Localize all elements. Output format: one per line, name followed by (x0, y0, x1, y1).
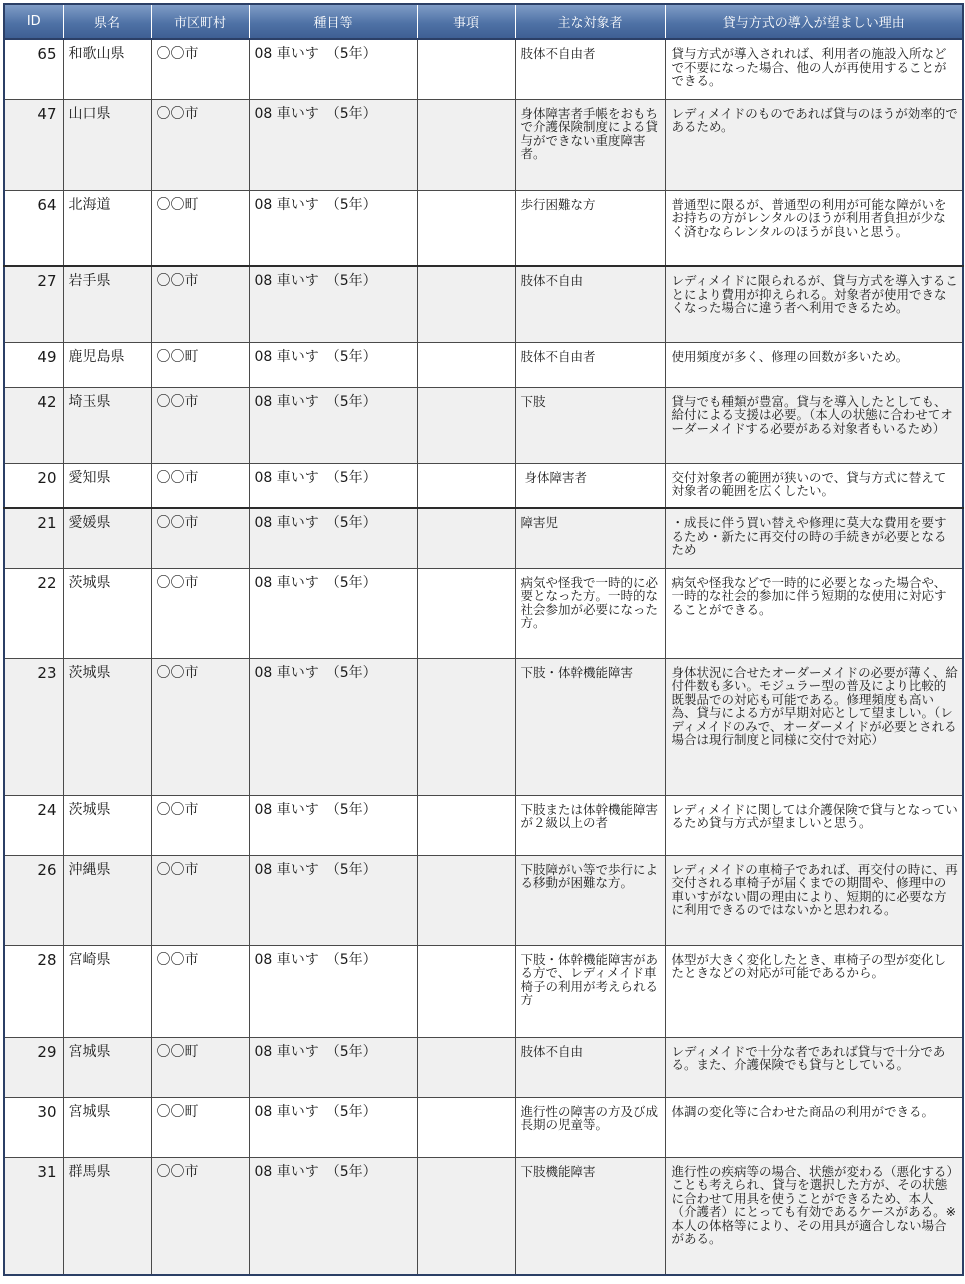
cell-id: 29 (4, 1037, 63, 1097)
cell-id: 42 (4, 387, 63, 463)
cell-id: 64 (4, 190, 63, 266)
cell-matter (417, 1097, 515, 1157)
cell-reason: レディメイドに限られるが、貸与方式を導入することにより費用が抑えられる。対象者が使用できなくなった場合に違う者へ利用できるため。 (665, 266, 963, 342)
cell-prefecture: 埼玉県 (63, 387, 151, 463)
cell-reason: 身体状況に合せたオーダーメイドの必要が薄く、給付件数も多い。モジュラー型の普及により比較的既製品での対応も可能である。修理頻度も高い為、貸与による方が早期対応として望ましい。（レディメイドのみで、オーダーメイドが必要とされる場合は現行制度と同様に交付で対応） (665, 658, 963, 795)
header-matter[interactable]: 事項 (417, 4, 515, 39)
cell-matter (417, 568, 515, 658)
table-row (4, 795, 963, 855)
cell-reason: 体型が大きく変化したとき、車椅子の型が変化したときなどの対応が可能であるから。 (665, 945, 963, 1037)
cell-municipality: 〇〇市 (151, 39, 249, 99)
cell-target: 下肢 (515, 387, 665, 463)
table-row (4, 1097, 963, 1157)
table-row (4, 266, 963, 342)
cell-id: 23 (4, 658, 63, 795)
cell-matter (417, 190, 515, 266)
cell-id: 31 (4, 1157, 63, 1275)
cell-id: 28 (4, 945, 63, 1037)
cell-item: 08 車いす （5年） (249, 463, 417, 508)
cell-prefecture: 宮城県 (63, 1097, 151, 1157)
cell-prefecture: 群馬県 (63, 1157, 151, 1275)
cell-prefecture: 沖縄県 (63, 855, 151, 945)
table-row (4, 1037, 963, 1097)
cell-item: 08 車いす （5年） (249, 945, 417, 1037)
cell-matter (417, 463, 515, 508)
cell-item: 08 車いす （5年） (249, 387, 417, 463)
header-prefecture[interactable]: 県名 (63, 4, 151, 39)
cell-municipality: 〇〇市 (151, 266, 249, 342)
cell-target: 下肢障がい等で歩行による移動が困難な方。 (515, 855, 665, 945)
cell-prefecture: 山口県 (63, 99, 151, 190)
cell-municipality: 〇〇市 (151, 463, 249, 508)
cell-item: 08 車いす （5年） (249, 508, 417, 568)
table-container (3, 3, 962, 1276)
table-row (4, 658, 963, 795)
cell-prefecture: 岩手県 (63, 266, 151, 342)
cell-prefecture: 愛知県 (63, 463, 151, 508)
cell-item: 08 車いす （5年） (249, 1037, 417, 1097)
cell-prefecture: 宮城県 (63, 1037, 151, 1097)
cell-reason: 交付対象者の範囲が狭いので、貸与方式に替えて対象者の範囲を広くしたい。 (665, 463, 963, 508)
table-row (4, 342, 963, 387)
cell-matter (417, 795, 515, 855)
cell-id: 65 (4, 39, 63, 99)
cell-reason: 貸与方式が導入されれば、利用者の施設入所などで不要になった場合、他の人が再使用することができる。 (665, 39, 963, 99)
cell-municipality: 〇〇町 (151, 1097, 249, 1157)
header-target[interactable]: 主な対象者 (515, 4, 665, 39)
cell-id: 26 (4, 855, 63, 945)
cell-item: 08 車いす （5年） (249, 795, 417, 855)
cell-municipality: 〇〇町 (151, 190, 249, 266)
cell-target: 下肢機能障害 (515, 1157, 665, 1275)
cell-target: 身体障害者 (515, 463, 665, 508)
cell-matter (417, 945, 515, 1037)
cell-municipality: 〇〇町 (151, 342, 249, 387)
cell-id: 22 (4, 568, 63, 658)
cell-target: 下肢または体幹機能障害が２級以上の者 (515, 795, 665, 855)
table-row (4, 387, 963, 463)
cell-reason: 貸与でも種類が豊富。貸与を導入したとしても、給付による支援は必要。（本人の状態に合わせてオーダーメイドする必要がある対象者もいるため） (665, 387, 963, 463)
cell-id: 49 (4, 342, 63, 387)
cell-target: 病気や怪我で一時的に必要となった方。一時的な社会参加が必要になった方。 (515, 568, 665, 658)
cell-id: 30 (4, 1097, 63, 1157)
header-reason[interactable]: 貸与方式の導入が望ましい理由 (665, 4, 963, 39)
table-row (4, 39, 963, 99)
cell-prefecture: 北海道 (63, 190, 151, 266)
cell-matter (417, 855, 515, 945)
cell-item: 08 車いす （5年） (249, 658, 417, 795)
table-row (4, 508, 963, 568)
cell-reason: レディメイドで十分な者であれば貸与で十分である。また、介護保険でも貸与としている。 (665, 1037, 963, 1097)
table-row (4, 945, 963, 1037)
cell-target: 歩行困難な方 (515, 190, 665, 266)
cell-target: 下肢・体幹機能障害がある方で、レディメイド車椅子の利用が考えられる方 (515, 945, 665, 1037)
cell-target: 肢体不自由 (515, 1037, 665, 1097)
cell-reason: レディメイドのものであれば貸与のほうが効率的であるため。 (665, 99, 963, 190)
cell-prefecture: 茨城県 (63, 658, 151, 795)
cell-item: 08 車いす （5年） (249, 266, 417, 342)
cell-municipality: 〇〇市 (151, 658, 249, 795)
cell-municipality: 〇〇市 (151, 387, 249, 463)
cell-prefecture: 宮崎県 (63, 945, 151, 1037)
cell-municipality: 〇〇市 (151, 508, 249, 568)
cell-municipality: 〇〇市 (151, 568, 249, 658)
cell-reason: 普通型に限るが、普通型の利用が可能な障がいをお持ちの方がレンタルのほうが利用者負担が少なく済むならレンタルのほうが良いと思う。 (665, 190, 963, 266)
cell-prefecture: 愛媛県 (63, 508, 151, 568)
header-item[interactable]: 種目等 (249, 4, 417, 39)
table-row (4, 190, 963, 266)
table-row (4, 855, 963, 945)
cell-reason: 体調の変化等に合わせた商品の利用ができる。 (665, 1097, 963, 1157)
cell-matter (417, 658, 515, 795)
cell-matter (417, 39, 515, 99)
cell-item: 08 車いす （5年） (249, 1157, 417, 1275)
table-row (4, 463, 963, 508)
cell-target: 障害児 (515, 508, 665, 568)
cell-item: 08 車いす （5年） (249, 568, 417, 658)
header-id[interactable]: ID (4, 4, 63, 39)
cell-reason: レディメイドの車椅子であれば、再交付の時に、再交付される車椅子が届くまでの期間や、修理中の車いすがない間の理由により、短期的に必要な方に利用できるのではないかと思われる。 (665, 855, 963, 945)
cell-matter (417, 342, 515, 387)
cell-prefecture: 和歌山県 (63, 39, 151, 99)
cell-id: 21 (4, 508, 63, 568)
cell-municipality: 〇〇市 (151, 1157, 249, 1275)
header-municipality[interactable]: 市区町村 (151, 4, 249, 39)
header-row (4, 4, 963, 39)
cell-municipality: 〇〇市 (151, 99, 249, 190)
cell-item: 08 車いす （5年） (249, 190, 417, 266)
cell-id: 24 (4, 795, 63, 855)
cell-matter (417, 1157, 515, 1275)
table-row (4, 99, 963, 190)
cell-item: 08 車いす （5年） (249, 855, 417, 945)
cell-municipality: 〇〇町 (151, 1037, 249, 1097)
cell-matter (417, 99, 515, 190)
cell-target: 進行性の障害の方及び成長期の児童等。 (515, 1097, 665, 1157)
cell-target: 肢体不自由者 (515, 39, 665, 99)
cell-id: 20 (4, 463, 63, 508)
cell-matter (417, 508, 515, 568)
table-row (4, 1157, 963, 1275)
cell-reason: レディメイドに関しては介護保険で貸与となっているため貸与方式が望ましいと思う。 (665, 795, 963, 855)
cell-reason: 病気や怪我などで一時的に必要となった場合や、一時的な社会的参加に伴う短期的な使用に対応することができる。 (665, 568, 963, 658)
cell-reason: 進行性の疾病等の場合、状態が変わる（悪化する）ことも考えられ、貸与を選択した方が、その状態に合わせて用具を使うことができるため、本人（介護者）にとっても有効であるケースがある。※本人の体格等により、その用具が適合しない場合がある。 (665, 1157, 963, 1275)
table-row (4, 568, 963, 658)
cell-matter (417, 266, 515, 342)
cell-reason: 使用頻度が多く、修理の回数が多いため。 (665, 342, 963, 387)
cell-target: 肢体不自由者 (515, 342, 665, 387)
cell-item: 08 車いす （5年） (249, 39, 417, 99)
cell-item: 08 車いす （5年） (249, 1097, 417, 1157)
cell-target: 身体障害者手帳をおもちで介護保険制度による貸与ができない重度障害者。 (515, 99, 665, 190)
cell-municipality: 〇〇市 (151, 855, 249, 945)
cell-target: 下肢・体幹機能障害 (515, 658, 665, 795)
cell-prefecture: 鹿児島県 (63, 342, 151, 387)
cell-matter (417, 387, 515, 463)
cell-prefecture: 茨城県 (63, 795, 151, 855)
cell-municipality: 〇〇市 (151, 795, 249, 855)
cell-matter (417, 1037, 515, 1097)
cell-prefecture: 茨城県 (63, 568, 151, 658)
survey-table (3, 3, 964, 1276)
cell-item: 08 車いす （5年） (249, 99, 417, 190)
cell-id: 27 (4, 266, 63, 342)
cell-target: 肢体不自由 (515, 266, 665, 342)
cell-id: 47 (4, 99, 63, 190)
cell-item: 08 車いす （5年） (249, 342, 417, 387)
cell-reason: ・成長に伴う買い替えや修理に莫大な費用を要するため・新たに再交付の時の手続きが必要となるため (665, 508, 963, 568)
cell-municipality: 〇〇市 (151, 945, 249, 1037)
